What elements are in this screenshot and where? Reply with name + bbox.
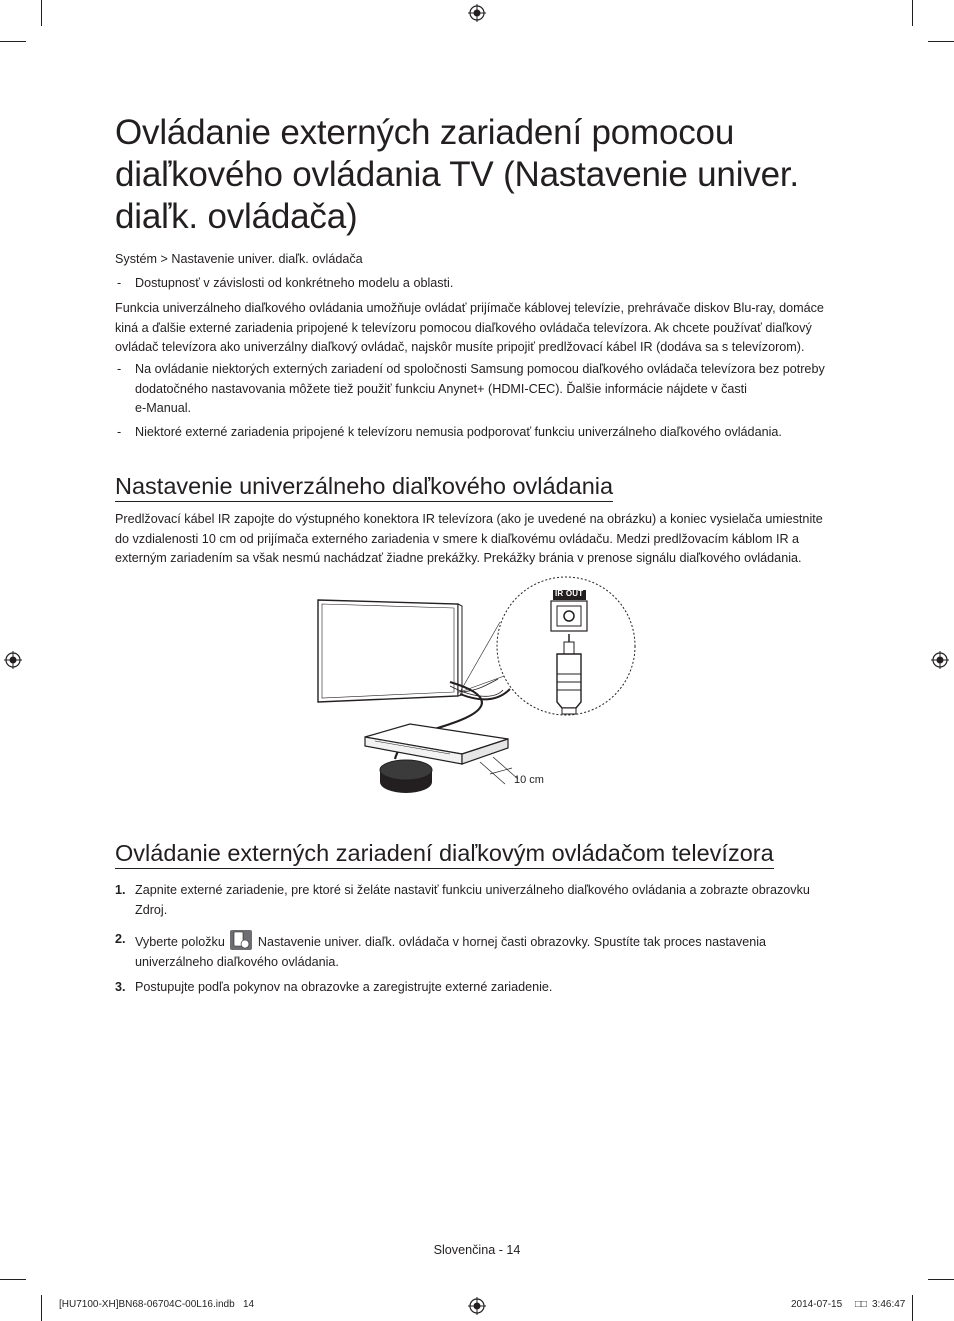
- step-1-end: .: [163, 902, 168, 917]
- external-device-illustration: [365, 724, 508, 764]
- note-dash: -: [117, 362, 122, 376]
- file-name: [HU7100-XH]BN68-06704C-00L16.indb 14: [59, 1299, 255, 1310]
- step-number: 1.: [115, 883, 126, 897]
- step-text: [135, 881, 835, 920]
- tv-illustration: [318, 600, 462, 702]
- anynet-note-end: .: [187, 401, 192, 415]
- step-2-text-after: v hornej časti obrazovky. Spustíte tak proces nastavenia univerzálneho diaľkového ovládania.: [135, 935, 767, 969]
- section-heading-control: Ovládanie externých zariadení diaľkovým ovládačom televízora: [115, 839, 774, 869]
- print-date: 2014-07-15: [791, 1299, 843, 1310]
- breadcrumb-item-system: Systém: [115, 252, 157, 266]
- crop-mark: [41, 1295, 42, 1321]
- step-2-text-before: Vyberte položku: [135, 935, 225, 949]
- crop-mark: [41, 0, 42, 26]
- page-title: Ovládanie externých zariadení pomocou diaľkového ovládania TV (Nastavenie univer. diaľk. ovládača): [115, 113, 799, 236]
- print-time: 3:46:47: [872, 1299, 906, 1310]
- crop-mark: [0, 41, 26, 42]
- ir-cable-diagram: [300, 574, 645, 804]
- breadcrumb-separator: >: [160, 252, 168, 266]
- universal-remote-setup-icon: [230, 930, 252, 950]
- note-dash: -: [117, 425, 122, 439]
- intro-paragraph: Funkcia univerzálneho diaľkového ovládania umožňuje ovládať prijímače káblovej televízie, prehrávače diskov Blu-ray, domáce kiná a ďalšie externé zariadenia pripojené k televízoru pomocou diaľkového ovládača televízora. Ak chcete používať diaľkový ovládač televízora ako univerzálny diaľkový ovládač, najskôr musíte pripojiť predlžovací kábel IR (dodáva sa s televízorom).: [115, 301, 824, 354]
- crop-mark: [0, 1279, 26, 1280]
- breadcrumb-item-setting: Nastavenie univer. diaľk. ovládača: [171, 252, 363, 266]
- compatibility-note: Niektoré externé zariadenia pripojené k televízoru nemusia podporovať funkciu univerzálneho diaľkového ovládania.: [135, 425, 782, 439]
- crop-mark: [912, 0, 913, 26]
- print-glyphs: □□: [855, 1299, 868, 1310]
- registration-mark-icon: [468, 4, 486, 22]
- anynet-note-text: Na ovládanie niektorých externých zariadení od spoločnosti Samsung pomocou diaľkového ovládača televízora bez potreby dodatočného nastavovania môžete tiež použiť funkciu Anynet+ (HDMI-CEC). Ďalšie informácie nájdete v časti: [135, 362, 825, 396]
- crop-mark: [912, 1295, 913, 1321]
- registration-mark-icon: [468, 1297, 486, 1315]
- breadcrumb: [115, 250, 363, 270]
- ir-blaster-illustration: [380, 760, 432, 793]
- step-text: Postupujte podľa pokynov na obrazovke a zaregistrujte externé zariadenie.: [135, 980, 553, 994]
- note-dash: -: [117, 276, 122, 290]
- distance-label: 10 cm: [514, 774, 544, 786]
- section-heading-setup: Nastavenie univerzálneho diaľkového ovládania: [115, 472, 613, 502]
- setup-paragraph: Predlžovací kábel IR zapojte do výstupného konektora IR televízora (ako je uvedené na obrázku) a koniec vysielača umiestnite do vzdialenosti 10 cm od prijímača externého zariadenia v smere k diaľkovému ovládaču. Medzi predlžovacím káblom IR a externým zariadením sa však nesmú nachádzať žiadne prekážky. Prekážky bránia v prenose signálu diaľkového ovládania.: [115, 512, 823, 565]
- step-number: 3.: [115, 980, 126, 994]
- step-1-text: Zapnite externé zariadenie, pre ktoré si želáte nastaviť funkciu univerzálneho diaľkového ovládania a zobrazte obrazovku: [135, 883, 810, 897]
- remote-setup-link[interactable]: Nastavenie univer. diaľk. ovládača: [257, 935, 450, 949]
- registration-mark-icon: [931, 651, 949, 669]
- availability-note: Dostupnosť v závislosti od konkrétneho modelu a oblasti.: [135, 276, 454, 290]
- step-number: 2.: [115, 932, 126, 946]
- e-manual-link[interactable]: e-Manual: [135, 401, 188, 415]
- anynet-note: [135, 360, 835, 419]
- ir-out-label: IR OUT: [555, 589, 584, 598]
- registration-mark-icon: [4, 651, 22, 669]
- ir-out-port-icon: [551, 601, 587, 631]
- zdroj-link[interactable]: Zdroj: [135, 902, 164, 917]
- crop-mark: [928, 41, 954, 42]
- crop-mark: [928, 1279, 954, 1280]
- page-number: Slovenčina - 14: [433, 1243, 521, 1257]
- step-text: [135, 930, 835, 972]
